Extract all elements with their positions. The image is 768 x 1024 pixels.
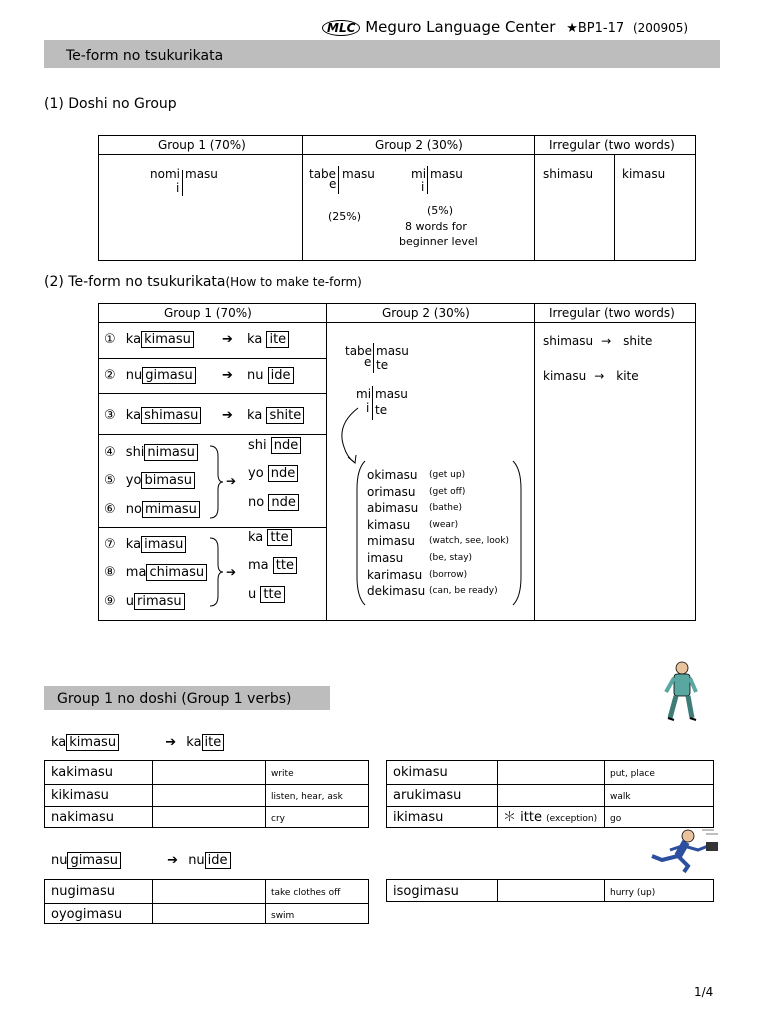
result-stem: ka bbox=[247, 332, 263, 347]
result-boxed: tte bbox=[273, 557, 297, 574]
irr-from: kimasu bbox=[543, 369, 587, 383]
col2-group1: Group 1 (70%) bbox=[164, 306, 252, 320]
g1-row-result bbox=[248, 467, 298, 480]
g2-verb bbox=[367, 584, 498, 599]
col2-group2: Group 2 (30%) bbox=[382, 306, 470, 320]
row-boxed: gimasu bbox=[142, 367, 196, 384]
meaning-cell: swim bbox=[271, 910, 295, 921]
result-boxed: ite bbox=[266, 331, 289, 348]
row-number: ⑤ bbox=[104, 473, 116, 488]
verb-table-tableD bbox=[386, 879, 714, 902]
verb-word: kimasu bbox=[367, 517, 411, 532]
result-boxed: nde bbox=[271, 437, 302, 454]
pct-5: (5%) bbox=[427, 204, 454, 217]
section2-heading: (2) Te-form no tsukurikata(How to make te-form) bbox=[44, 274, 362, 290]
meaning-cell: take clothes off bbox=[271, 888, 341, 898]
row-stem: ka bbox=[125, 332, 142, 347]
doc-code: ★BP1-17 bbox=[566, 21, 625, 36]
row-stem: ka bbox=[125, 537, 142, 552]
section1-heading: (1) Doshi no Group bbox=[44, 96, 177, 112]
g2-e: e bbox=[364, 355, 372, 369]
g1-row-result bbox=[248, 531, 292, 544]
row-stem: yo bbox=[125, 473, 142, 488]
verb-word: dekimasu bbox=[367, 584, 426, 599]
row-number: ⑨ bbox=[104, 594, 116, 609]
verb-word: mimasu bbox=[367, 534, 415, 549]
verb-cell: okimasu bbox=[393, 765, 448, 780]
verb-cell: isogimasu bbox=[393, 884, 459, 899]
g2-verb bbox=[367, 468, 466, 482]
verb-cell: kakimasu bbox=[51, 765, 114, 780]
irr-to: shite bbox=[623, 334, 653, 348]
g2-mi: mi bbox=[356, 387, 372, 401]
te-note: (exception) bbox=[546, 814, 598, 824]
g2-verb bbox=[367, 567, 468, 582]
col-group2: Group 2 (30%) bbox=[375, 138, 463, 152]
g1-row bbox=[104, 595, 185, 608]
verb-gloss: (wear) bbox=[429, 519, 459, 530]
te-answer: ＊ itte bbox=[503, 810, 542, 825]
verb-word: imasu bbox=[367, 551, 404, 565]
verb-cell: kikimasu bbox=[51, 787, 109, 803]
row-stem: ma bbox=[125, 565, 147, 580]
nomi-masu: masu bbox=[185, 167, 218, 181]
meaning-cell: write bbox=[271, 769, 294, 779]
row-number: ② bbox=[104, 368, 116, 383]
result-stem: ka bbox=[248, 530, 264, 545]
g2-i: i bbox=[366, 401, 370, 415]
verb-table-tableB bbox=[386, 760, 714, 828]
irr-to: kite bbox=[616, 369, 639, 383]
row-boxed: chimasu bbox=[146, 564, 207, 581]
thin-arrow: → bbox=[594, 369, 605, 383]
result-boxed: ide bbox=[268, 367, 294, 384]
g2-verb bbox=[367, 534, 510, 549]
verb-table-tableC bbox=[44, 879, 369, 924]
row-boxed: kimasu bbox=[141, 331, 194, 348]
g1-row bbox=[104, 566, 207, 579]
example-kakimasu: ka kimasu ➔ ka ite bbox=[51, 736, 224, 749]
arrow-7-9: ➔ bbox=[226, 565, 237, 579]
row-boxed: rimasu bbox=[134, 593, 185, 610]
mi-stem: mi bbox=[411, 167, 427, 181]
page-title: Te-form no tsukurikata bbox=[66, 48, 224, 64]
row-number: ⑧ bbox=[104, 565, 116, 580]
header bbox=[322, 20, 688, 36]
result-stem: shi bbox=[248, 438, 267, 453]
brace-4-6 bbox=[208, 444, 224, 520]
g2-verb bbox=[367, 517, 459, 532]
mi-i: i bbox=[421, 180, 425, 194]
g1-row bbox=[104, 446, 198, 459]
meaning-cell: hurry (up) bbox=[610, 888, 656, 898]
g2-verb bbox=[367, 484, 466, 499]
g2-verb bbox=[367, 501, 463, 516]
g2-mi-masu: masu bbox=[375, 387, 408, 401]
col-group1: Group 1 (70%) bbox=[158, 138, 246, 152]
verb-gloss: (get up) bbox=[429, 470, 466, 480]
row-arrow: ➔ bbox=[222, 332, 233, 347]
meaning-cell: cry bbox=[271, 814, 285, 824]
result-stem: ka bbox=[247, 408, 263, 423]
irregular-row bbox=[543, 370, 639, 382]
result-boxed: nde bbox=[268, 494, 299, 511]
section3-title: Group 1 no doshi (Group 1 verbs) bbox=[57, 691, 292, 707]
g2-mi-te: te bbox=[375, 403, 388, 417]
row-boxed: imasu bbox=[141, 536, 186, 553]
page-number: 1/4 bbox=[694, 985, 714, 999]
brace-7-9 bbox=[208, 536, 224, 608]
row-stem: shi bbox=[125, 445, 145, 460]
verb-cell: ikimasu bbox=[393, 810, 444, 825]
irr-kimasu: kimasu bbox=[622, 167, 666, 181]
date-code: (200905) bbox=[632, 21, 689, 35]
center-name: Meguro Language Center bbox=[365, 18, 556, 36]
g1-row bbox=[104, 409, 201, 422]
te-cell[interactable] bbox=[503, 811, 597, 824]
g1-row-result bbox=[248, 588, 285, 601]
verb-gloss: (be, stay) bbox=[429, 553, 473, 563]
result-boxed: tte bbox=[260, 586, 284, 603]
verb-gloss: (bathe) bbox=[429, 503, 463, 514]
thin-arrow: → bbox=[601, 334, 612, 348]
verb-gloss: (watch, see, look) bbox=[429, 536, 510, 547]
verb-table-tableA bbox=[44, 760, 369, 828]
row-stem: u bbox=[125, 594, 135, 609]
g1-row bbox=[104, 474, 195, 487]
verb-cell: oyogimasu bbox=[51, 906, 123, 922]
row-arrow: ➔ bbox=[222, 368, 233, 383]
verb-gloss: (borrow) bbox=[429, 569, 468, 580]
row-number: ① bbox=[104, 332, 116, 347]
g1-row-result bbox=[222, 409, 304, 422]
g1-row bbox=[104, 538, 186, 551]
g1-row-result bbox=[222, 333, 289, 346]
row-number: ③ bbox=[104, 408, 116, 423]
row-arrow: ➔ bbox=[222, 408, 233, 423]
pct-25: (25%) bbox=[328, 210, 362, 223]
verb-word: karimasu bbox=[367, 567, 423, 582]
col2-irregular: Irregular (two words) bbox=[549, 306, 675, 320]
result-boxed: tte bbox=[267, 529, 291, 546]
g2-tabe: tabe bbox=[345, 344, 373, 358]
verb-cell: arukimasu bbox=[393, 787, 462, 803]
g1-row-result bbox=[222, 369, 294, 382]
result-boxed: nde bbox=[268, 465, 299, 482]
meaning-cell: walk bbox=[610, 791, 631, 802]
verb-word: okimasu bbox=[367, 468, 418, 482]
result-stem: u bbox=[248, 587, 257, 602]
tabe-masu: masu bbox=[342, 167, 375, 181]
g1-row-result bbox=[248, 496, 299, 509]
tabe-e: e bbox=[329, 177, 337, 191]
row-boxed: nimasu bbox=[144, 444, 198, 461]
result-stem: no bbox=[248, 495, 265, 510]
g2-verb bbox=[367, 551, 473, 565]
g1-row-result bbox=[248, 439, 301, 452]
result-stem: nu bbox=[247, 368, 264, 383]
result-stem: yo bbox=[248, 466, 264, 481]
g1-row bbox=[104, 369, 196, 382]
arrow-4-6: ➔ bbox=[226, 474, 237, 488]
result-boxed: shite bbox=[266, 407, 304, 424]
tabe-stem: tabe bbox=[309, 167, 337, 181]
verb-word: orimasu bbox=[367, 484, 416, 499]
example-nugimasu: nu gimasu ➔ nu ide bbox=[51, 854, 231, 867]
verb-cell: nakimasu bbox=[51, 810, 114, 825]
row-number: ⑦ bbox=[104, 537, 116, 552]
verb-cell: nugimasu bbox=[51, 884, 115, 899]
running-man-illustration bbox=[644, 826, 728, 874]
verb-word: abimasu bbox=[367, 501, 419, 516]
row-stem: no bbox=[125, 502, 142, 517]
meaning-cell: go bbox=[610, 814, 622, 824]
beginner-level: beginner level bbox=[399, 235, 478, 248]
result-stem: ma bbox=[248, 558, 269, 573]
irregular-row bbox=[543, 335, 652, 347]
row-stem: ka bbox=[125, 408, 142, 423]
row-boxed: mimasu bbox=[142, 501, 200, 518]
verb-gloss: (get off) bbox=[429, 486, 466, 497]
words-8: 8 words for bbox=[405, 220, 467, 233]
row-number: ⑥ bbox=[104, 502, 116, 517]
row-stem: nu bbox=[125, 368, 143, 383]
curved-arrow bbox=[336, 405, 366, 467]
row-boxed: shimasu bbox=[141, 407, 201, 424]
irr-from: shimasu bbox=[543, 334, 594, 348]
walking-man-illustration bbox=[660, 660, 704, 724]
g1-row bbox=[104, 333, 194, 346]
col-irregular: Irregular (two words) bbox=[549, 138, 675, 152]
nomi-stem: nomi bbox=[150, 167, 180, 181]
meaning-cell: put, place bbox=[610, 769, 655, 779]
verb-gloss: (can, be ready) bbox=[429, 586, 498, 597]
g2-tabe-masu: masu bbox=[376, 344, 409, 358]
mi-masu: masu bbox=[430, 167, 463, 181]
mlc-logo: MLC bbox=[322, 20, 360, 36]
g2-te: te bbox=[376, 358, 389, 372]
irr-shimasu: shimasu bbox=[543, 167, 594, 181]
row-number: ④ bbox=[104, 445, 116, 460]
g1-row bbox=[104, 503, 200, 516]
nomi-i: i bbox=[176, 181, 180, 195]
g1-row-result bbox=[248, 559, 297, 572]
row-boxed: bimasu bbox=[141, 472, 195, 489]
meaning-cell: listen, hear, ask bbox=[271, 791, 343, 802]
